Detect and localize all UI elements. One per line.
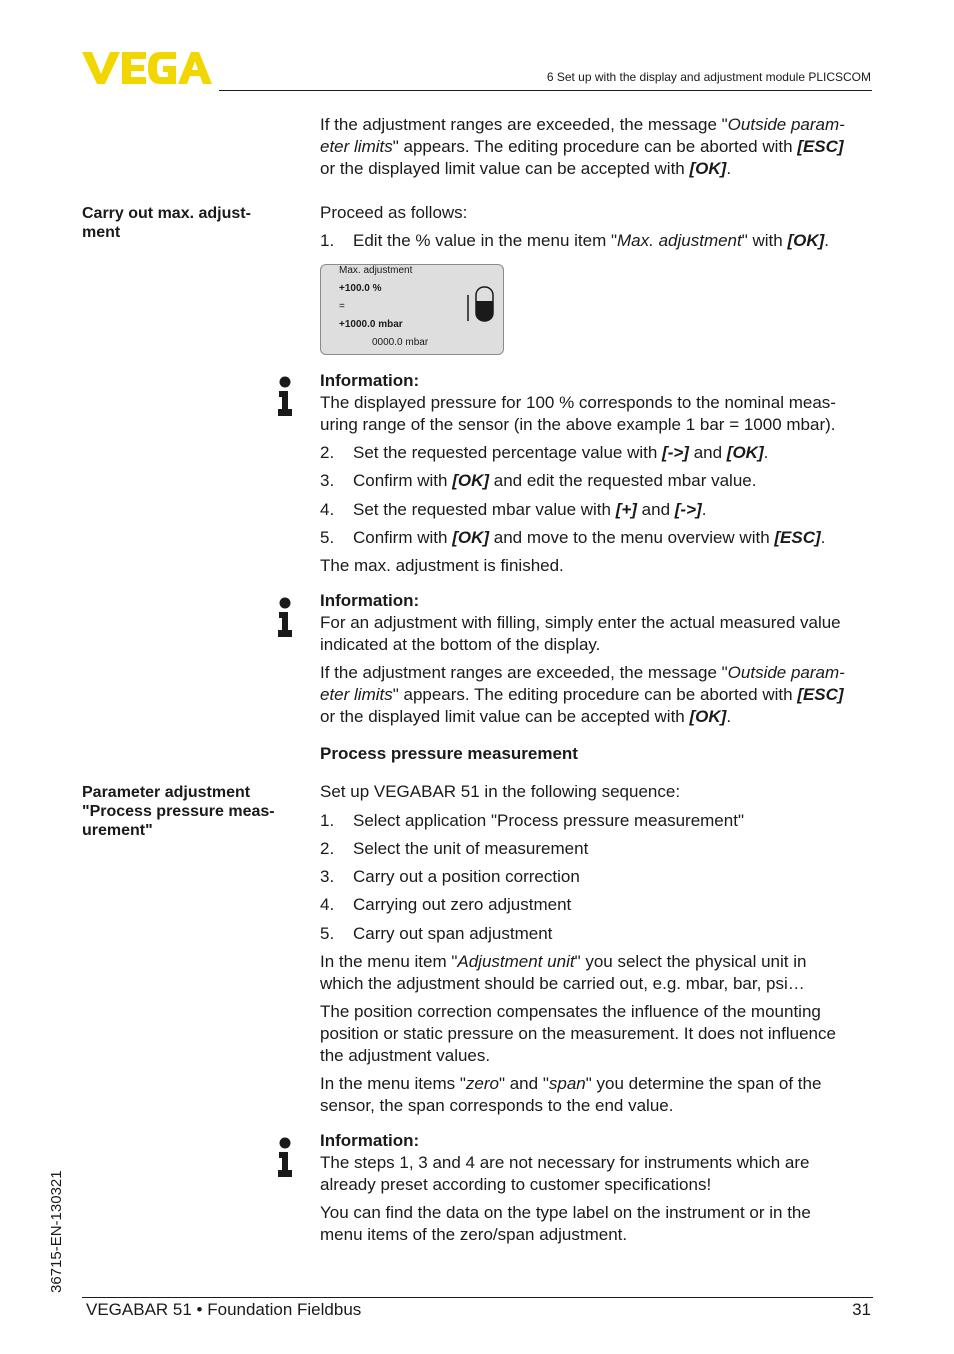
step-item: 2. Set the requested percentage value with [->] and [OK].: [320, 443, 769, 462]
info-icon: [276, 376, 294, 416]
info-block-1: Information: The displayed pressure for 100 % corresponds to the nominal meas- uring range of the sensor (in the above example 1 bar = 1000 mbar).: [320, 371, 836, 434]
list-item: 2. Select the unit of measurement: [320, 839, 589, 858]
section-heading: Process pressure measurement: [320, 744, 578, 763]
header-rule: [219, 90, 872, 91]
step-item: 3. Confirm with [OK] and edit the requested mbar value.: [320, 471, 757, 490]
list-item: 1. Select application "Process pressure measurement": [320, 811, 744, 830]
sequence-intro: Set up VEGABAR 51 in the following sequence:: [320, 782, 681, 801]
info-block-3: Information: The steps 1, 3 and 4 are not necessary for instruments which are already preset according to customer specifications!: [320, 1131, 810, 1194]
intro-paragraph: If the adjustment ranges are exceeded, the message "Outside param- eter limits" appears. The editing procedure can be aborted with [ESC] or the displayed limit value can be accepted with [OK].: [320, 115, 845, 178]
display-title: Max. adjustment: [339, 265, 413, 276]
zero-span-paragraph: In the menu items "zero" and "span" you determine the span of the sensor, the span corresponds to the end value.: [320, 1074, 822, 1115]
limits-paragraph: If the adjustment ranges are exceeded, the message "Outside param- eter limits" appears. The editing procedure can be aborted with [ESC] or the displayed limit value can be accepted with [OK].: [320, 663, 845, 726]
page-number: 31: [852, 1300, 871, 1319]
info-icon: [276, 1137, 294, 1177]
list-item: 4. Carrying out zero adjustment: [320, 895, 572, 914]
list-item: 5. Carry out span adjustment: [320, 924, 553, 943]
display-percent: +100.0 %: [339, 283, 382, 294]
display-equals: =: [339, 301, 345, 312]
tank-level-icon: [467, 285, 495, 323]
unit-paragraph: In the menu item "Adjustment unit" you select the physical unit in which the adjustment should be carried out, e.g. mbar, bar, psi…: [320, 952, 807, 993]
footer-product: VEGABAR 51 • Foundation Fieldbus: [86, 1300, 362, 1319]
step-item: 1. Edit the % value in the menu item "Max. adjustment" with [OK].: [320, 231, 830, 250]
finished-text: The max. adjustment is finished.: [320, 556, 564, 575]
info-icon: [276, 597, 294, 637]
footer-rule: [82, 1297, 873, 1298]
side-label-process-pressure: Parameter adjustment "Process pressure meas- urement": [82, 784, 275, 839]
chapter-header: 6 Set up with the display and adjustment module PLICSCOM: [546, 70, 871, 84]
info-block-2: Information: For an adjustment with filling, simply enter the actual measured value indicated at the bottom of the display.: [320, 591, 841, 654]
position-paragraph: The position correction compensates the influence of the mounting position or static pressure on the measurement. It does not influence the adjustment values.: [320, 1002, 836, 1065]
step-item: 5. Confirm with [OK] and move to the menu overview with [ESC].: [320, 528, 826, 547]
step-item: 4. Set the requested mbar value with [+] and [->].: [320, 500, 707, 519]
display-current-value: 0000.0 mbar: [372, 337, 429, 348]
document-id: 36715-EN-130321: [48, 1170, 65, 1293]
proceed-text: Proceed as follows:: [320, 203, 468, 222]
display-module: [320, 264, 504, 355]
display-pressure: +1000.0 mbar: [339, 319, 403, 330]
side-label-max-adjustment: Carry out max. adjust- ment: [82, 205, 251, 241]
type-label-paragraph: You can find the data on the type label on the instrument or in the menu items of the zero/span adjustment.: [320, 1203, 811, 1244]
list-item: 3. Carry out a position correction: [320, 867, 580, 886]
vega-logo: [82, 50, 212, 86]
